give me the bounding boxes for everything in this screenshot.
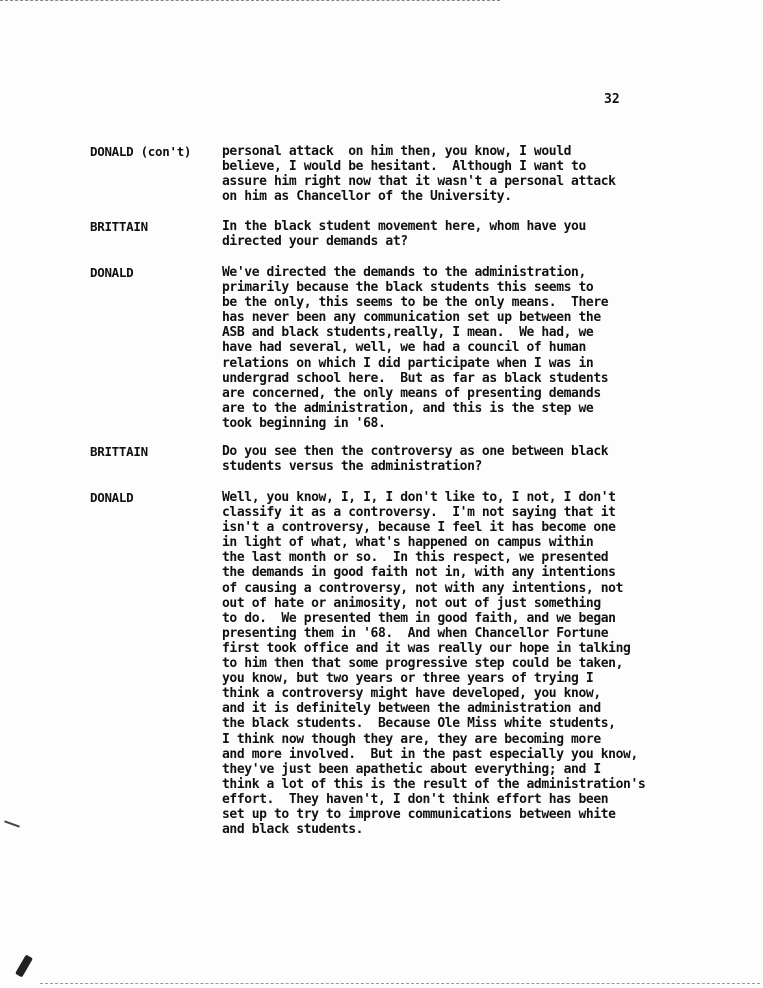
speaker-name: DONALD	[90, 490, 134, 505]
margin-mark	[4, 820, 20, 827]
page-number: 32	[604, 92, 620, 107]
speech-text: In the black student movement here, whom have you directed your demands at?	[222, 219, 586, 250]
speaker-name: BRITTAIN	[90, 219, 148, 234]
speech-text: personal attack on him then, you know, I would believe, I would be hesitant. Although I want to assure him right now that it wasn't a personal attack on him as Chancellor of the University.	[222, 144, 616, 205]
speaker-name: DONALD (con't)	[90, 144, 192, 159]
speech-text: Do you see then the controversy as one between black students versus the administration?	[222, 444, 609, 475]
speech-text: We've directed the demands to the administration, primarily because the black students this seems to be the only, this seems to be the only means. There has never been any communication set up between the ASB and black students,really, I mean. We had, we have had several, well, we had a council of human relations on which I did participate when I was in undergrad school here. But as far as black students are concerned, the only means of presenting demands are to the administration, and this is the step we took beginning in '68.	[222, 265, 609, 431]
speaker-name: DONALD	[90, 265, 134, 280]
page-top-edge	[0, 0, 500, 1]
pen-mark	[15, 954, 33, 977]
speech-text: Well, you know, I, I, I don't like to, I not, I don't classify it as a controversy. I'm not saying that it isn't a controversy, because I feel it has become one in light of what, what's happened on campus within the last month or so. In this respect, we presented the demands in good faith not in, with any intentions of causing a controversy, not with any intentions, not out of hate or animosity, not out of just something to do. We presented them in good faith, and we began presenting them in '68. And when Chancellor Fortune first took office and it was really our hope in talking to him then that some progressive step could be taken, you know, but two years or three years of trying I think a controversy might have developed, you know, and it is definitely between the administration and the black students. Because Ole Miss white students, I think now though they are, they are becoming more and more involved. But in the past especially you know, they've just been apathetic about everything; and I think a lot of this is the result of the administration's effort. They haven't, I don't think effort has been set up to try to improve communications between white and black students.	[222, 490, 646, 838]
speaker-name: BRITTAIN	[90, 444, 148, 459]
page-bottom-edge	[40, 983, 760, 984]
